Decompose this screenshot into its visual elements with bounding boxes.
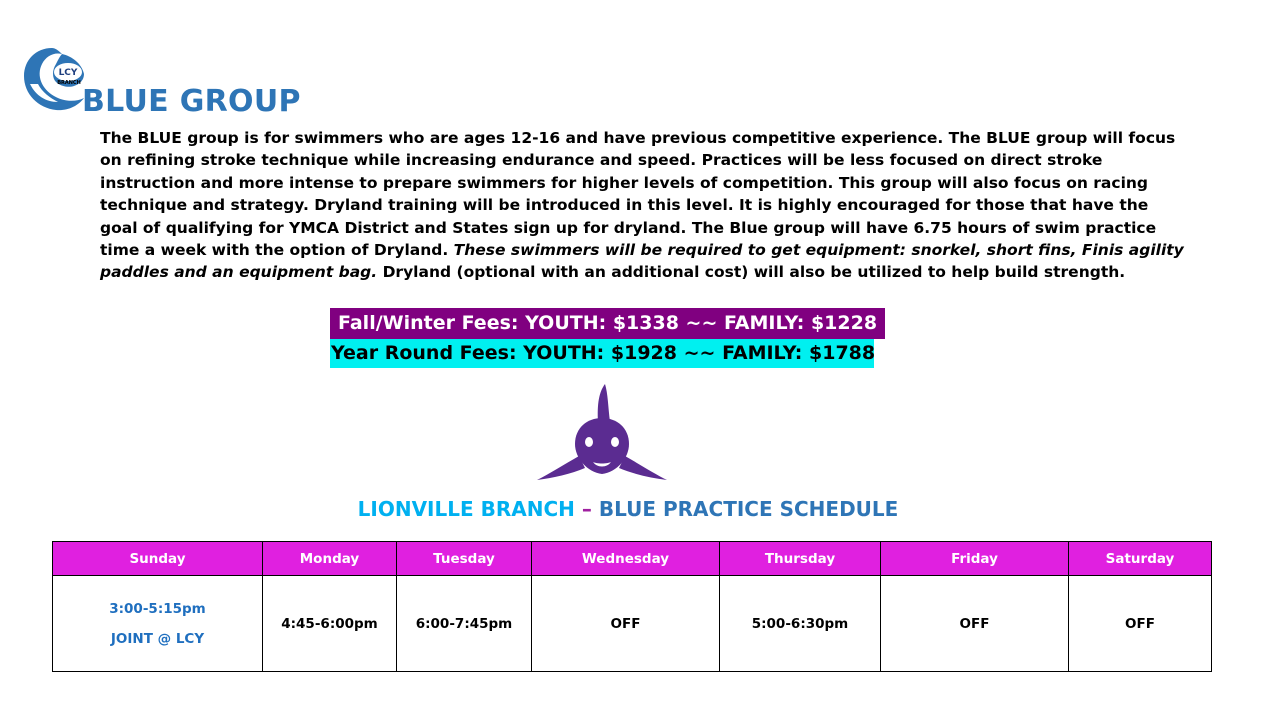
logo-text: LCY <box>58 68 78 78</box>
year-round-fees: Year Round Fees: YOUTH: $1928 ~~ FAMILY: $1788 <box>330 339 874 368</box>
thursday-cell: 5:00-6:30pm <box>720 576 881 672</box>
orca-icon <box>535 382 669 482</box>
schedule-title <box>0 497 1256 521</box>
sunday-cell <box>53 576 263 672</box>
sunday-time: 3:00-5:15pm <box>109 600 206 617</box>
table-row <box>53 576 1212 672</box>
saturday-cell: OFF <box>1069 576 1212 672</box>
group-description <box>100 127 1190 284</box>
wednesday-cell: OFF <box>532 576 720 672</box>
day-header-tuesday: Tuesday <box>397 542 532 576</box>
description-text-2: Dryland (optional with an additional cost) will also be utilized to help build strength. <box>377 263 1126 282</box>
tuesday-cell: 6:00-7:45pm <box>397 576 532 672</box>
monday-cell: 4:45-6:00pm <box>263 576 397 672</box>
day-header-saturday: Saturday <box>1069 542 1212 576</box>
schedule-branch: LIONVILLE BRANCH <box>357 497 575 521</box>
page-title: BLUE GROUP <box>82 84 301 119</box>
friday-cell: OFF <box>881 576 1069 672</box>
practice-schedule-table <box>52 541 1212 672</box>
fall-winter-fees: Fall/Winter Fees: YOUTH: $1338 ~~ FAMILY: $1228 <box>330 308 885 339</box>
description-equipment: These swimmers will be required to get equipment: snorkel, short fins, Finis agility paddles and an equipment bag. <box>100 241 1184 282</box>
day-header-sunday: Sunday <box>53 542 263 576</box>
orca-logo-icon <box>22 44 88 114</box>
schedule-dash: – <box>581 497 592 521</box>
description-text-1: The BLUE group is for swimmers who are ages 12-16 and have previous competitive experience. The BLUE group will focus on refining stroke technique while increasing endurance and speed. Practices will be less focused on direct stroke instruction and more intense to prepare swimmers for higher levels of competition. This group will also focus on racing technique and strategy. Dryland training will be introduced in this level. It is highly encouraged for those that have the goal of qualifying for YMCA District and States sign up for dryland. The Blue group will have 6.75 hours of swim practice time a week with the option of Dryland. <box>100 129 1176 260</box>
day-header-friday: Friday <box>881 542 1069 576</box>
table-header-row <box>53 542 1212 576</box>
sunday-note: JOINT @ LCY <box>110 630 205 647</box>
day-header-monday: Monday <box>263 542 397 576</box>
logo-subtext: BRANCH <box>57 80 81 86</box>
day-header-wednesday: Wednesday <box>532 542 720 576</box>
schedule-group: BLUE PRACTICE SCHEDULE <box>598 497 899 521</box>
day-header-thursday: Thursday <box>720 542 881 576</box>
